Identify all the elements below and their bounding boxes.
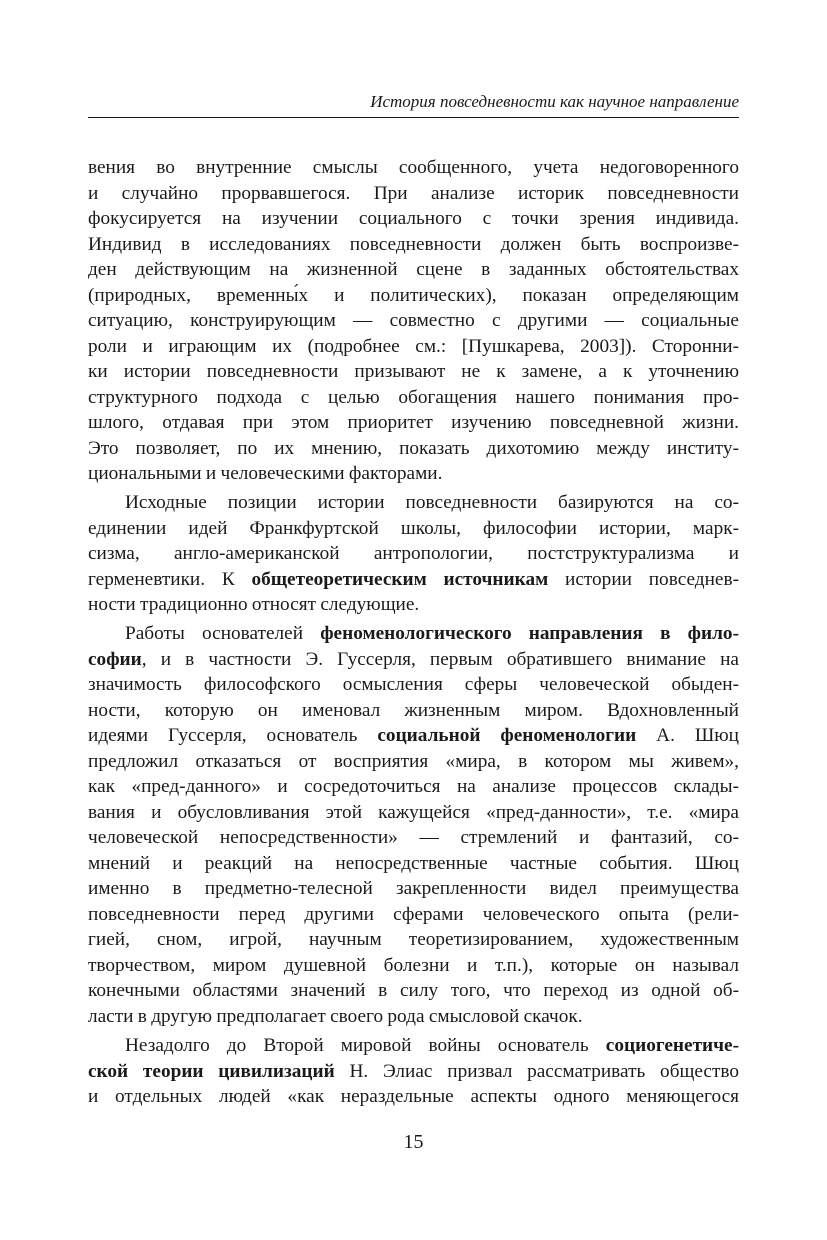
bold-term: феноменологического направления в фило-	[320, 623, 739, 645]
text-line: именно в предметно-телесной закрепленности видел преимущества	[88, 878, 739, 900]
text-line: творчеством, миром душевной болезни и т.п.), которые он называл	[88, 954, 739, 976]
text-line: значимость философского осмысления сферы человеческой обыден-	[88, 674, 739, 696]
text-line: конечными областями значений в силу того, что переход из одной об-	[88, 980, 739, 1002]
text-run: Н. Элиас призвал рассматривать общество	[334, 1060, 739, 1082]
text-line: Это позволяет, по их мнению, показать дихотомию между институ-	[88, 437, 739, 459]
bold-term: софии	[88, 648, 142, 670]
text-line: Индивид в исследованиях повседневности должен быть воспроизве-	[88, 233, 739, 255]
text-line: мнений и реакций на непосредственные частные события. Шюц	[88, 852, 739, 874]
text-line: ден действующим на жизненной сцене в заданных обстоятельствах	[88, 259, 739, 280]
text-line: человеческой непосредственности» — стремлений и фантазий, со-	[88, 827, 739, 849]
text-line: повседневности перед другими сферами человеческого опыта (рели-	[88, 903, 739, 925]
text-run: идеями Гуссерля, основатель	[88, 725, 378, 747]
text-line: ности, которую он именовал жизненным миром. Вдохновленный	[88, 699, 739, 721]
paragraph-2	[88, 490, 739, 618]
running-head: История повседневности как научное направление	[370, 92, 739, 111]
text-line: как «пред-данного» и сосредоточиться на анализе процессов склады-	[88, 776, 739, 798]
text-line: и отдельных людей «как нераздельные аспекты одного меняющегося	[88, 1086, 739, 1108]
text-line: Исходные позиции истории повседневности базируются на со-	[125, 492, 739, 514]
text-line: сизма, англо-американской антропологии, постструктурализма и	[88, 543, 739, 565]
text-line: фокусируется на изучении социального с точки зрения индивида.	[88, 208, 739, 229]
text-run: герменевтики. К	[88, 568, 252, 590]
text-line: единении идей Франкфуртской школы, философии истории, марк-	[88, 517, 739, 539]
paragraph-3	[88, 621, 739, 1029]
text-line: гией, сном, игрой, научным теоретизированием, художественным	[88, 929, 739, 951]
text-line: ности традиционно относят следующие.	[88, 594, 420, 616]
text-line: предложил отказаться от восприятия «мира, в котором мы живем»,	[88, 750, 739, 772]
paragraph-4	[88, 1033, 739, 1110]
text-line: ласти в другую предполагает своего рода смысловой скачок.	[88, 1005, 583, 1027]
text-line: вения во внутренние смыслы сообщенного, учета недоговоренного	[88, 157, 739, 178]
text-run: Незадолго до Второй мировой войны основатель	[125, 1035, 606, 1057]
text-line: ситуацию, конструирующим — совместно с другими — социальные	[88, 310, 739, 331]
text-line	[88, 647, 739, 673]
text-run: Работы основателей	[125, 623, 321, 645]
text-line	[88, 723, 739, 749]
bold-term: общетеоретическим источникам	[251, 568, 549, 590]
text-line: вания и обусловливания этой кажущейся «пред-данности», т.е. «мира	[88, 801, 739, 823]
header-rule	[88, 117, 739, 118]
text-line: роли и играющим их (подробнее см.: [Пушкарева, 2003]). Сторонни-	[88, 335, 739, 357]
text-line: циональными и человеческими факторами.	[88, 463, 443, 484]
text-line: и случайно прорвавшегося. При анализе историк повседневности	[88, 182, 739, 204]
text-run: , и в частности Э. Гуссерля, первым обратившего внимание на	[141, 648, 739, 670]
text-run: истории повседнев-	[548, 568, 739, 590]
text-line	[88, 621, 739, 647]
text-line	[88, 1059, 739, 1085]
page-number: 15	[403, 1131, 424, 1153]
text-line: ки истории повседневности призывают не к замене, а к уточнению	[88, 361, 739, 382]
bold-term: социальной феноменологии	[377, 725, 637, 747]
paragraph-1	[88, 155, 739, 487]
text-line: шлого, отдавая при этом приоритет изучению повседневной жизни.	[88, 412, 739, 433]
bold-term: ской теории цивилизаций	[88, 1060, 335, 1082]
text-run: А. Шюц	[636, 725, 739, 747]
text-line: структурного подхода с целью обогащения нашего понимания про-	[88, 386, 739, 408]
body-text	[88, 155, 739, 1110]
text-line	[88, 567, 739, 593]
text-line	[88, 1033, 739, 1059]
text-line: (природных, временны́х и политических), показан определяющим	[88, 284, 739, 306]
bold-term: социогенетиче-	[605, 1035, 739, 1057]
